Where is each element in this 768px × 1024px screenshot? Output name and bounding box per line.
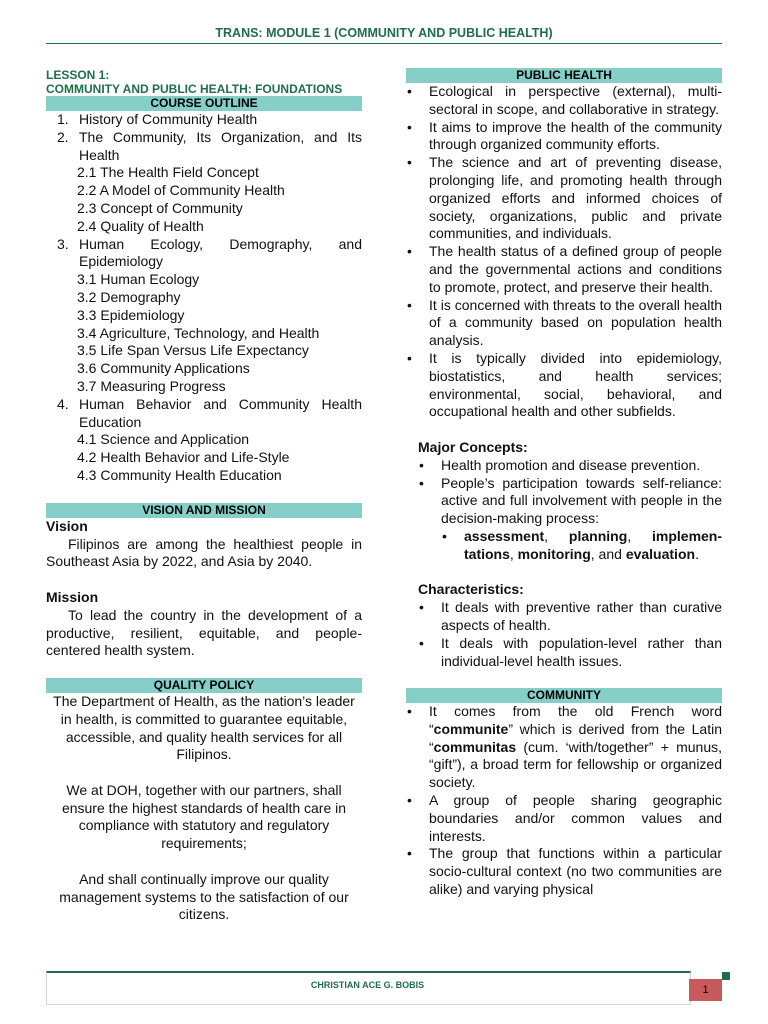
left-column	[46, 68, 362, 924]
mission-label: Mission	[46, 588, 99, 605]
separator: ,	[627, 527, 652, 544]
public-health-bullet	[406, 243, 722, 296]
community-text: It comes from the old French word “	[429, 703, 722, 737]
public-health-bullet	[406, 297, 722, 350]
bullet-icon: •	[407, 845, 412, 862]
bullet-icon: •	[419, 456, 424, 473]
characteristics-list	[418, 599, 722, 670]
characteristic-bullet-text: It deals with population-level rather than individual-level health issues.	[441, 634, 722, 669]
public-health-bullet	[406, 83, 722, 119]
major-concepts-block	[406, 439, 722, 670]
outline-subitem: 4.2 Health Behavior and Life-Style	[77, 449, 290, 466]
right-column	[406, 68, 722, 899]
outline-subitem: 3.4 Agriculture, Technology, and Health	[77, 324, 320, 341]
vision-label: Vision	[46, 517, 88, 534]
outline-subitem: 3.6 Community Applications	[77, 360, 250, 377]
outline-subitem: 2.4 Quality of Health	[77, 217, 204, 234]
characteristic-bullet-text: It deals with preventive rather than curative aspects of health.	[441, 599, 722, 633]
outline-subitem: 4.3 Community Health Education	[77, 466, 282, 483]
separator: ,	[544, 527, 569, 544]
bullet-icon: •	[442, 527, 447, 544]
community-bullet-3	[406, 845, 722, 898]
outline-item-text	[46, 236, 362, 272]
public-health-bullet-text: It is typically divided into epidemiology, biostatistics, and health services; environmental, social, behavioral, and occupational health and other subfields.	[429, 349, 722, 420]
lesson-label: LESSON 1:	[46, 68, 110, 82]
outline-item	[46, 236, 362, 396]
step-planning: planning	[568, 527, 628, 544]
outline-item	[46, 396, 362, 485]
public-health-bullet-text: The health status of a defined group of people and the governmental actions and conditions to promote, protect, and preserve their health.	[429, 243, 722, 295]
quality-policy-paragraph-3: And shall continually improve our quality management systems to the satisfaction of our citizens.	[59, 870, 349, 923]
bullet-icon: •	[407, 118, 412, 135]
outline-item-text	[46, 396, 362, 432]
outline-subitem: 2.1 The Health Field Concept	[77, 164, 259, 181]
separator: , and	[590, 545, 626, 562]
characteristic-bullet	[418, 599, 722, 635]
outline-item	[46, 111, 362, 129]
outline-item-text	[46, 129, 362, 165]
page-corner-mark	[722, 972, 730, 980]
bullet-icon: •	[407, 703, 412, 720]
public-health-bullet	[406, 119, 722, 155]
outline-subitem: 3.2 Demography	[77, 288, 181, 305]
community-list	[406, 703, 722, 899]
characteristics-label: Characteristics:	[418, 581, 524, 598]
outline-number: 1.	[57, 111, 69, 127]
header-rule	[46, 43, 722, 44]
process-steps-list	[418, 528, 722, 564]
course-outline-list	[46, 111, 362, 485]
outline-number: 3.	[57, 235, 69, 252]
bullet-icon: •	[419, 599, 424, 616]
course-outline-heading: COURSE OUTLINE	[46, 96, 362, 111]
outline-subitem: 2.3 Concept of Community	[77, 199, 243, 216]
public-health-bullet	[406, 154, 722, 243]
outline-item	[46, 129, 362, 236]
vision-mission-heading: VISION AND MISSION	[46, 503, 362, 518]
page-number: 1	[689, 979, 722, 1001]
term-communitas: communitas	[433, 738, 517, 755]
outline-title: History of Community Health	[79, 111, 258, 127]
outline-subitem: 2.2 A Model of Community Health	[77, 182, 285, 199]
lesson-title: COMMUNITY AND PUBLIC HEALTH: FOUNDATIONS	[46, 82, 343, 96]
community-heading: COMMUNITY	[406, 688, 722, 703]
major-concept-bullet-text: Health promotion and disease prevention.	[441, 456, 701, 473]
outline-subitem: 3.3 Epidemiology	[77, 306, 185, 323]
public-health-bullet	[406, 350, 722, 421]
quality-policy-paragraph-2: We at DOH, together with our partners, shall ensure the highest standards of health care in compliance with statutory and regulatory requirements;	[61, 781, 347, 852]
community-bullet-2	[406, 792, 722, 845]
step-evaluation: evaluation	[625, 545, 696, 562]
outline-subitem: 3.7 Measuring Progress	[77, 377, 226, 394]
public-health-bullet-text: Ecological in perspective (external), multi-sectoral in scope, and collaborative in strategy.	[429, 83, 722, 117]
bullet-icon: •	[407, 243, 412, 260]
separator: .	[695, 545, 699, 562]
outline-number: 2.	[57, 128, 69, 145]
major-concepts-label: Major Concepts:	[418, 438, 528, 455]
public-health-bullet-text: It aims to improve the health of the community through organized community efforts.	[429, 118, 722, 153]
quality-policy-paragraph-1: The Department of Health, as the nation’s leader in health, is committed to guarantee equitable, accessible, and quality health services for all Filipinos.	[53, 692, 355, 763]
bullet-icon: •	[407, 83, 412, 99]
bullet-icon: •	[407, 296, 412, 313]
outline-item-text	[46, 111, 362, 129]
major-concept-bullet	[418, 475, 722, 528]
community-text: (cum. ‘with/together” + munus, “gift”), a broad term for fellowship or organized society.	[429, 738, 722, 791]
process-steps-item	[441, 528, 722, 564]
vision-text: Filipinos are among the healthiest people in Southeast Asia by 2022, and Asia by 2040.	[46, 535, 362, 570]
bullet-icon: •	[407, 349, 412, 366]
outline-subitem: 3.1 Human Ecology	[77, 271, 200, 288]
outline-title: Human Ecology, Demography, and Epidemiology	[79, 235, 362, 270]
outline-number: 4.	[57, 395, 69, 412]
major-concept-bullet-text: People’s participation towards self-reliance: active and full involvement with people in the decision-making process:	[441, 474, 722, 527]
bullet-icon: •	[407, 154, 412, 171]
public-health-heading: PUBLIC HEALTH	[406, 68, 722, 83]
major-concepts-list	[418, 457, 722, 528]
outline-subitem: 4.1 Science and Application	[77, 431, 250, 448]
bullet-icon: •	[419, 634, 424, 651]
community-text: ” which is derived from the Latin “	[429, 720, 722, 755]
community-text: The group that functions within a particular socio-cultural context (no two communities are alike) and varying physical	[429, 845, 722, 898]
community-bullet-1	[406, 703, 722, 792]
public-health-list	[406, 83, 722, 421]
quality-policy-heading: QUALITY POLICY	[46, 678, 362, 693]
public-health-bullet-text: It is concerned with threats to the overall health of a community based on population health analysis.	[429, 296, 722, 349]
outline-title: Human Behavior and Community Health Education	[79, 395, 362, 430]
outline-title: The Community, Its Organization, and Its Health	[79, 128, 362, 163]
community-text: A group of people sharing geographic boundaries and/or common values and interests.	[429, 792, 722, 844]
bullet-icon: •	[407, 792, 412, 809]
footer-author: CHRISTIAN ACE G. BOBIS	[310, 980, 425, 990]
running-header: TRANS: MODULE 1 (COMMUNITY AND PUBLIC HEALTH)	[215, 26, 553, 40]
step-implementations: implemen-tations	[464, 527, 723, 562]
bullet-icon: •	[419, 474, 424, 491]
step-monitoring: monitoring	[517, 545, 591, 562]
separator: ,	[509, 545, 518, 562]
step-assessment: assessment	[464, 527, 545, 544]
mission-text: To lead the country in the development of a productive, resilient, equitable, and people-centered health system.	[46, 606, 362, 659]
outline-subitem: 3.5 Life Span Versus Life Expectancy	[77, 342, 309, 359]
public-health-bullet-text: The science and art of preventing disease, prolonging life, and promoting health through organized efforts and informed choices of society, organizations, public and private communities, and individuals.	[429, 154, 722, 242]
term-communite: communite	[433, 720, 509, 737]
major-concept-bullet	[418, 457, 722, 475]
characteristic-bullet	[418, 635, 722, 671]
